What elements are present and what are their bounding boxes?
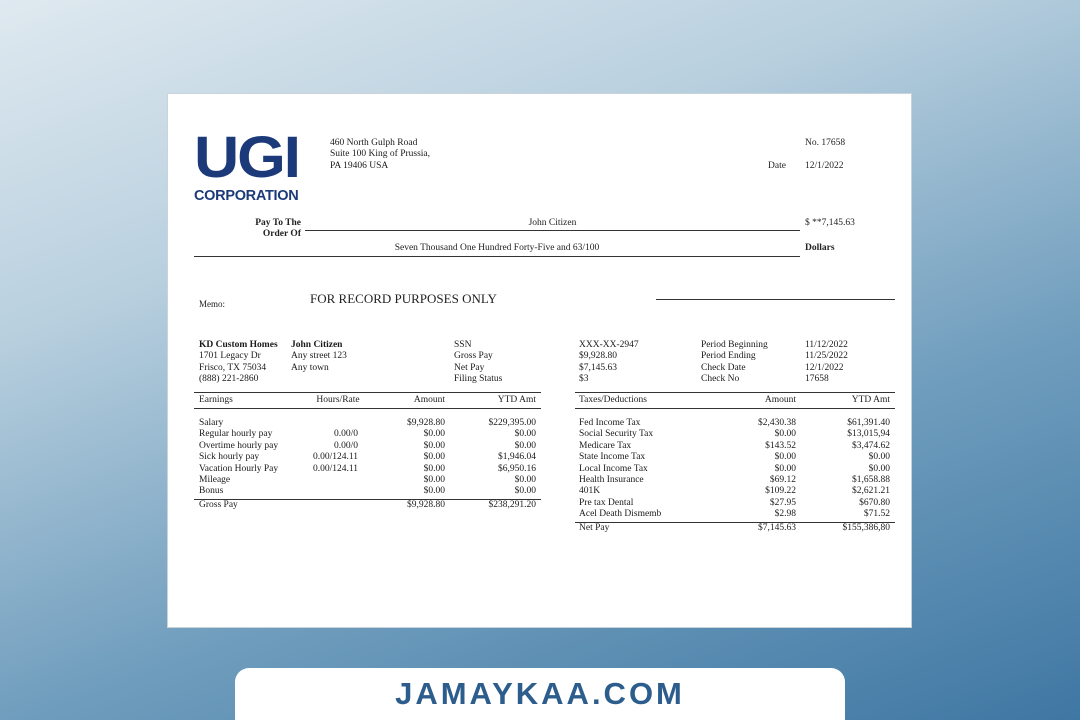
signature-line bbox=[656, 299, 895, 300]
address-line: Suite 100 King of Prussia, bbox=[330, 149, 431, 160]
table-cell: $27.95 bbox=[769, 497, 796, 508]
filing-status-value: $3 bbox=[579, 374, 589, 385]
table-cell: $13,015,94 bbox=[847, 429, 890, 440]
table-cell: $0.00 bbox=[514, 429, 536, 440]
earnings-amounts bbox=[385, 418, 445, 498]
employee-address: Any street 123 bbox=[291, 351, 347, 362]
net-pay-label: Net Pay bbox=[454, 362, 485, 373]
table-cell: $109.22 bbox=[765, 486, 796, 497]
table-cell: $6,950.16 bbox=[498, 463, 536, 474]
period-beginning-label: Period Beginning bbox=[701, 340, 768, 350]
payee-name: John Citizen bbox=[528, 218, 577, 228]
period-beginning-value: 11/12/2022 bbox=[805, 340, 848, 350]
table-cell: 401K bbox=[579, 486, 601, 497]
table-cell: $0.00 bbox=[423, 486, 445, 497]
company-address bbox=[330, 138, 430, 172]
table-cell: Local Income Tax bbox=[579, 463, 648, 474]
employer-address: 1701 Legacy Dr bbox=[199, 351, 261, 362]
taxes-header: Taxes/Deductions bbox=[579, 395, 647, 405]
table-cell: 0.00/124.11 bbox=[312, 452, 358, 463]
tax-ytd-header: YTD Amt bbox=[851, 395, 890, 405]
net-pay-total-ytd: $155,386,80 bbox=[842, 523, 890, 533]
table-cell: $0.00 bbox=[514, 486, 536, 497]
table-cell: Fed Income Tax bbox=[579, 418, 641, 428]
table-cell: $1,946.04 bbox=[498, 452, 536, 463]
table-cell: $2,621.21 bbox=[852, 486, 890, 497]
table-cell: $2.98 bbox=[774, 509, 796, 520]
check-amount: $ **7,145.63 bbox=[805, 218, 855, 228]
table-cell: $0.00 bbox=[774, 452, 796, 463]
amount-header: Amount bbox=[413, 395, 445, 405]
earnings-top-rule bbox=[194, 392, 541, 393]
check-no-value: 17658 bbox=[805, 374, 829, 385]
pay-summary-labels bbox=[454, 340, 502, 386]
address-line: PA 19406 USA bbox=[330, 160, 389, 171]
table-cell: $0.00 bbox=[423, 463, 445, 474]
ssn-value: XXX-XX-2947 bbox=[579, 340, 639, 350]
table-cell: Social Security Tax bbox=[579, 429, 654, 440]
check-date-value: 12/1/2022 bbox=[805, 362, 844, 373]
employer-name: KD Custom Homes bbox=[199, 340, 278, 350]
period-values bbox=[805, 340, 848, 386]
pay-to-label: Pay To The bbox=[255, 218, 301, 228]
table-cell: $2,430.38 bbox=[758, 418, 796, 428]
table-cell: $143.52 bbox=[765, 440, 796, 451]
table-cell: $69.12 bbox=[769, 475, 796, 486]
employee-info bbox=[291, 340, 347, 374]
table-cell: Health Insurance bbox=[579, 475, 644, 486]
table-cell: $670.80 bbox=[859, 497, 890, 508]
table-cell: $229,395.00 bbox=[488, 418, 536, 428]
table-cell: Regular hourly pay bbox=[199, 429, 273, 440]
table-cell bbox=[298, 418, 358, 429]
period-ending-label: Period Ending bbox=[701, 351, 756, 362]
table-cell: $0.00 bbox=[423, 429, 445, 440]
table-cell: $61,391.40 bbox=[847, 418, 890, 428]
amount-in-words: Seven Thousand One Hundred Forty-Five and 63/100 bbox=[394, 243, 600, 253]
tax-ytd bbox=[808, 418, 890, 521]
table-cell: Bonus bbox=[199, 486, 224, 497]
ssn-label: SSN bbox=[454, 340, 472, 350]
employer-phone: (888) 221-2860 bbox=[199, 374, 259, 385]
table-cell: Acel Death Dismemb bbox=[579, 509, 662, 520]
earnings-names bbox=[199, 418, 278, 498]
employee-name: John Citizen bbox=[291, 340, 343, 350]
net-pay-value: $7,145.63 bbox=[579, 362, 617, 373]
earnings-header-rule bbox=[194, 408, 541, 409]
table-cell: $0.00 bbox=[774, 429, 796, 440]
table-cell: $0.00 bbox=[514, 475, 536, 486]
table-cell: 0.00/0 bbox=[333, 429, 358, 440]
table-cell bbox=[298, 486, 358, 497]
table-cell: Medicare Tax bbox=[579, 440, 632, 451]
earnings-header: Earnings bbox=[199, 395, 233, 405]
employee-city: Any town bbox=[291, 362, 329, 373]
table-cell: Overtime hourly pay bbox=[199, 440, 279, 451]
payee-line bbox=[305, 230, 800, 231]
table-cell: $0.00 bbox=[514, 440, 536, 451]
earnings-hours bbox=[298, 418, 358, 498]
table-cell: State Income Tax bbox=[579, 452, 646, 463]
hours-rate-header: Hours/Rate bbox=[316, 395, 360, 405]
check-no-label: Check No bbox=[701, 374, 740, 385]
tax-amount-header: Amount bbox=[764, 395, 796, 405]
ytd-header: YTD Amt bbox=[497, 395, 536, 405]
table-cell: Sick hourly pay bbox=[199, 452, 260, 463]
check-date: 12/1/2022 bbox=[805, 161, 844, 171]
memo-label: Memo: bbox=[199, 299, 225, 309]
table-cell: $1,658.88 bbox=[852, 475, 890, 486]
address-line: 460 North Gulph Road bbox=[330, 138, 418, 148]
table-cell: Pre tax Dental bbox=[579, 497, 634, 508]
taxes-header-rule bbox=[575, 408, 895, 409]
company-logo-subtitle: CORPORATION bbox=[194, 188, 299, 204]
pay-summary-values bbox=[579, 340, 639, 386]
order-of-label: Order Of bbox=[262, 229, 301, 239]
table-cell: $71.52 bbox=[863, 509, 890, 520]
memo-text: FOR RECORD PURPOSES ONLY bbox=[310, 291, 497, 306]
company-logo: UGI bbox=[194, 125, 299, 190]
employer-info bbox=[199, 340, 278, 386]
taxes-top-rule bbox=[575, 392, 895, 393]
table-cell: $9,928.80 bbox=[407, 418, 445, 428]
net-pay-total-amount: $7,145.63 bbox=[758, 523, 796, 533]
check-date-label: Check Date bbox=[701, 362, 746, 373]
footer-banner bbox=[235, 668, 845, 720]
table-cell: Salary bbox=[199, 418, 224, 428]
gross-pay-value: $9,928.80 bbox=[579, 351, 617, 362]
period-labels bbox=[701, 340, 768, 386]
words-line bbox=[194, 256, 800, 257]
earnings-ytd bbox=[464, 418, 536, 498]
tax-amounts bbox=[728, 418, 796, 521]
table-cell: $0.00 bbox=[868, 463, 890, 474]
gross-pay-total-amount: $9,928.80 bbox=[407, 500, 445, 510]
table-cell: Vacation Hourly Pay bbox=[199, 463, 279, 474]
gross-pay-label: Gross Pay bbox=[454, 351, 493, 362]
site-name: JAMAYKAA.COM bbox=[395, 676, 685, 711]
gross-pay-total-label: Gross Pay bbox=[199, 500, 238, 510]
table-cell: Mileage bbox=[199, 475, 231, 486]
employer-city: Frisco, TX 75034 bbox=[199, 362, 267, 373]
table-cell: $0.00 bbox=[423, 452, 445, 463]
table-cell: $0.00 bbox=[423, 440, 445, 451]
table-cell: $0.00 bbox=[423, 475, 445, 486]
table-cell: 0.00/124.11 bbox=[312, 463, 358, 474]
table-cell: $3,474.62 bbox=[852, 440, 890, 451]
paystub-document bbox=[167, 93, 912, 628]
check-number: No. 17658 bbox=[805, 138, 846, 148]
date-label: Date bbox=[768, 161, 786, 171]
gross-pay-total-ytd: $238,291.20 bbox=[488, 500, 536, 510]
table-cell: $0.00 bbox=[774, 463, 796, 474]
filing-status-label: Filing Status bbox=[454, 374, 503, 385]
tax-names bbox=[579, 418, 661, 521]
period-ending-value: 11/25/2022 bbox=[805, 351, 848, 362]
table-cell: 0.00/0 bbox=[333, 440, 358, 451]
net-pay-total-label: Net Pay bbox=[579, 523, 610, 533]
dollars-label: Dollars bbox=[805, 243, 835, 253]
table-cell: $0.00 bbox=[868, 452, 890, 463]
table-cell bbox=[298, 475, 358, 486]
